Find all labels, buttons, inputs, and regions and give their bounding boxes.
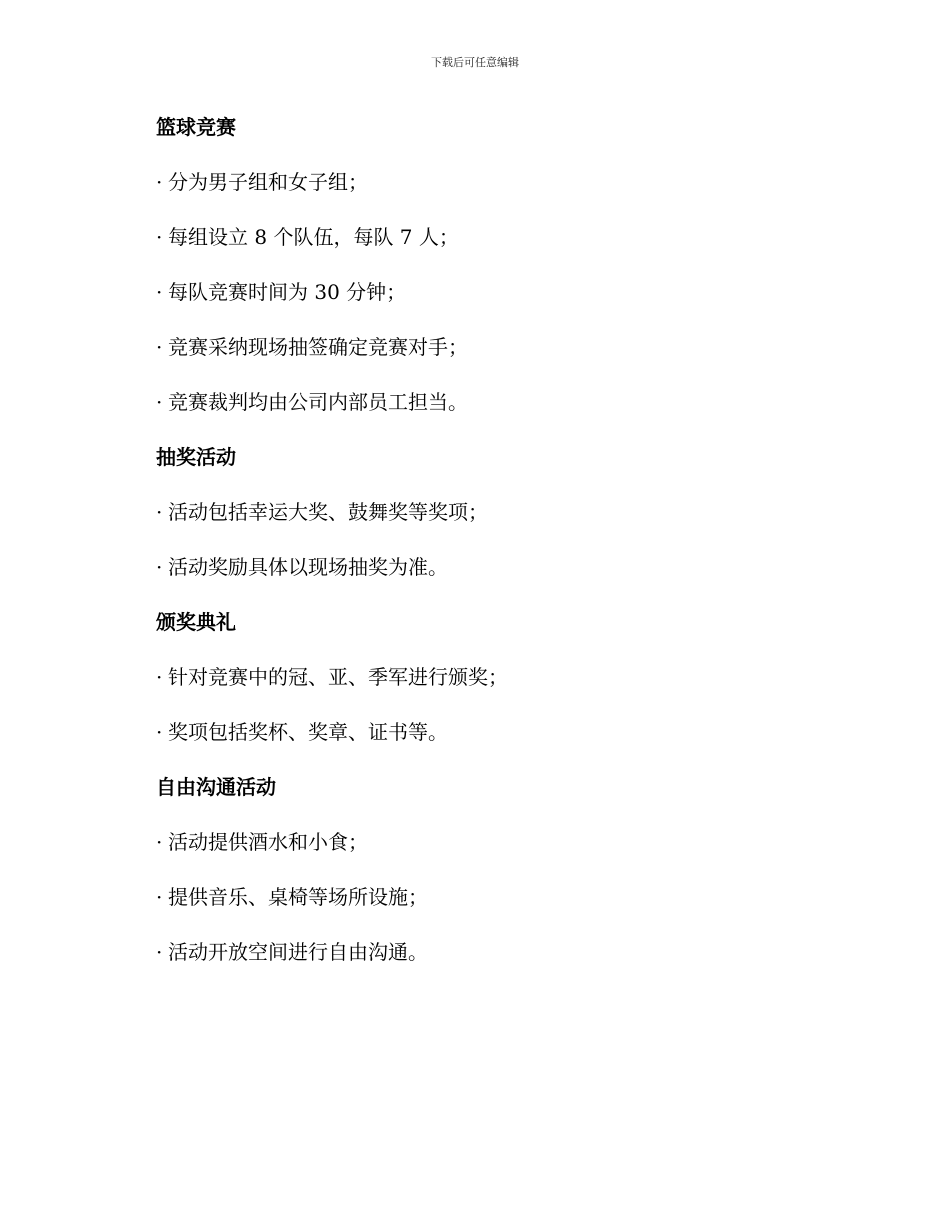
list-item-text: 每组设立 8 个队伍，每队 7 人； [168,225,459,249]
bullet-icon: · [156,665,163,689]
list-item [156,823,796,878]
bullet-icon: · [156,170,163,194]
bullet-icon: · [156,500,163,524]
list-item-text: 竞赛采纳现场抽签确定竞赛对手； [168,335,468,359]
bullet-icon: · [156,720,163,744]
section-heading: 抽奖活动 [156,445,236,469]
bullet-icon: · [156,940,163,964]
bullet-icon: · [156,830,163,854]
list-item [156,383,796,438]
bullet-icon: · [156,335,163,359]
bullet-icon: · [156,390,163,414]
list-item-text: 竞赛裁判均由公司内部员工担当。 [168,390,468,414]
list-item-text: 奖项包括奖杯、奖章、证书等。 [168,720,448,744]
list-item-text: 活动奖励具体以现场抽奖为准。 [168,555,448,579]
bullet-icon: · [156,280,163,304]
list-item-text: 分为男子组和女子组； [168,170,368,194]
section-awards [156,603,796,768]
page-header: 下载后可任意编辑 [431,56,519,69]
section-lottery [156,438,796,603]
list-item [156,548,796,603]
list-item [156,933,796,988]
section-free-communication [156,768,796,988]
list-item [156,218,796,273]
list-item [156,493,796,548]
list-item-text: 提供音乐、桌椅等场所设施； [168,885,428,909]
list-item [156,163,796,218]
bullet-icon: · [156,885,163,909]
bullet-icon: · [156,225,163,249]
list-item-text: 针对竞赛中的冠、亚、季军进行颁奖； [168,665,508,689]
list-item [156,273,796,328]
section-heading: 自由沟通活动 [156,775,276,799]
list-item-text: 每队竞赛时间为 30 分钟； [168,280,407,304]
list-item-text: 活动提供酒水和小食； [168,830,368,854]
list-item [156,713,796,768]
list-item-text: 活动包括幸运大奖、鼓舞奖等奖项； [168,500,488,524]
section-heading: 颁奖典礼 [156,610,236,634]
list-item [156,328,796,383]
section-heading: 篮球竞赛 [156,115,236,139]
list-item-text: 活动开放空间进行自由沟通。 [168,940,428,964]
document-body [156,108,796,988]
list-item [156,878,796,933]
list-item [156,658,796,713]
bullet-icon: · [156,555,163,579]
section-basketball [156,108,796,438]
